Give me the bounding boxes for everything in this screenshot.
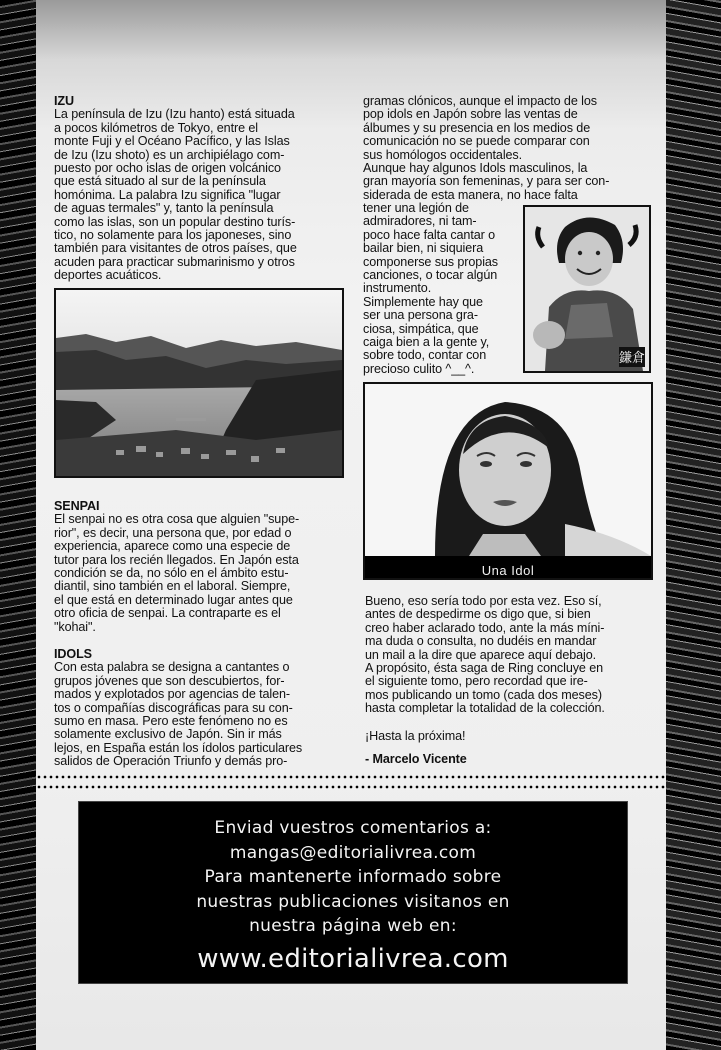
text-line: un mail a la dire que aparece aquí debajo. bbox=[365, 647, 597, 662]
text-line: instrumento. bbox=[363, 281, 432, 296]
text-line: tico, no solamente para los japoneses, sino bbox=[54, 228, 292, 243]
idol-portrait-image bbox=[365, 384, 651, 556]
text-line: creo haber aclarado todo, ante la más míni- bbox=[365, 620, 605, 635]
text-line: experiencia, aparece como una especie de bbox=[54, 539, 291, 554]
dotted-divider-top bbox=[36, 775, 666, 779]
text-line: sus homólogos occidentales. bbox=[363, 147, 523, 162]
promo-info-line: Para mantenerte informado sobre bbox=[204, 867, 502, 887]
text-line: siderada de esta manera, no hace falta bbox=[363, 187, 578, 202]
text-line: el siguiente tomo, pero recordad que ire- bbox=[365, 674, 588, 689]
small-idol-photo bbox=[523, 205, 651, 373]
text-line: hasta completar la totalidad de la colección. bbox=[365, 701, 605, 716]
text-line: gran mayoría son femeninas, y para ser con- bbox=[363, 174, 610, 189]
idols-narrow-text-block bbox=[363, 202, 523, 376]
signature: - Marcelo Vicente bbox=[365, 752, 467, 767]
text-line: La península de Izu (Izu hanto) está situada bbox=[54, 107, 295, 122]
text-line: A propósito, ésta saga de Ring concluye en bbox=[365, 661, 604, 676]
text-line: deportes acuáticos. bbox=[54, 268, 162, 283]
idols-continued bbox=[363, 95, 653, 202]
text-line: antes de despedirme os digo que, si bien bbox=[365, 607, 591, 622]
text-line: poco hace falta cantar o bbox=[363, 227, 496, 242]
text-line: el que está en determinado lugar antes que bbox=[54, 592, 293, 607]
promo-comments-line: Enviad vuestros comentarios a: bbox=[214, 818, 492, 838]
text-line: ser una persona gra- bbox=[363, 308, 478, 323]
text-line: tos o compañías discográficas para su con- bbox=[54, 700, 293, 715]
izu-section bbox=[54, 95, 344, 283]
text-line: como las islas, son un popular destino turís- bbox=[54, 214, 296, 229]
text-line: comunicación no se puede comparar con bbox=[363, 134, 590, 149]
text-line: salidos de Operación Triunfo y demás pro- bbox=[54, 754, 288, 769]
text-line: Bueno, eso sería todo por esta vez. Eso sí, bbox=[365, 594, 602, 608]
text-line: acuden para practicar submarinismo y otros bbox=[54, 254, 295, 269]
text-line: admiradores, ni tam- bbox=[363, 214, 477, 229]
text-line: diantil, sino también en el laboral. Siempre, bbox=[54, 579, 291, 594]
dotted-divider-bottom bbox=[36, 785, 666, 789]
idols-heading: IDOLS bbox=[54, 647, 92, 661]
text-line: lejos, en España están los ídolos particulares bbox=[54, 740, 303, 755]
promo-website-url[interactable]: www.editorialivrea.com bbox=[197, 943, 509, 974]
text-line: precioso culito ^__^. bbox=[363, 361, 475, 376]
text-line: puesto por ocho islas de origen volcánico bbox=[54, 161, 281, 176]
izu-text bbox=[54, 108, 344, 282]
text-line: ma duda o consulta, no dudéis en mandar bbox=[365, 634, 597, 649]
text-line: rior", es decir, una persona que, por edad o bbox=[54, 525, 292, 540]
text-line: grupos jóvenes que son descubiertos, for- bbox=[54, 673, 285, 688]
text-line: tener una legión de bbox=[363, 201, 469, 215]
idol-portrait-photo bbox=[363, 382, 653, 580]
text-line: "kohai". bbox=[54, 619, 96, 634]
text-line: Con esta palabra se designa a cantantes o bbox=[54, 660, 290, 675]
text-line: mados y explotados por agencias de talen- bbox=[54, 687, 291, 702]
text-line: también para visitantes de otros países, que bbox=[54, 241, 297, 256]
senpai-text bbox=[54, 513, 344, 634]
text-line: bailar bien, ni siquiera bbox=[363, 241, 484, 256]
farewell-text: ¡Hasta la próxima! bbox=[365, 728, 466, 743]
promo-email[interactable]: mangas@editorialivrea.com bbox=[229, 842, 477, 863]
text-line: álbumes y su presencia en los medios de bbox=[363, 120, 591, 135]
text-line: pop idols en Japón sobre las ventas de bbox=[363, 107, 578, 122]
torn-left-border bbox=[0, 0, 40, 1050]
photo-tag-text: 鎌倉 bbox=[618, 351, 646, 366]
text-line: Aunque hay algunos Idols masculinos, la bbox=[363, 161, 588, 176]
promo-website-line: nuestra página web en: bbox=[249, 916, 457, 936]
text-line: componerse sus propias bbox=[363, 254, 499, 269]
text-line: monte Fuji y el Océano Pacífico, y las Islas bbox=[54, 134, 290, 149]
text-line: homónima. La palabra Izu significa "lugar bbox=[54, 187, 281, 202]
izu-bay-image bbox=[56, 290, 342, 476]
text-line: Simplemente hay que bbox=[363, 294, 483, 309]
text-line: que está situado al sur de la península bbox=[54, 174, 266, 189]
izu-landscape-photo bbox=[54, 288, 344, 478]
idols-narrow-text bbox=[363, 202, 523, 376]
text-line: condición se da, no sólo en el ámbito estu- bbox=[54, 566, 289, 581]
closing-section bbox=[365, 595, 655, 766]
text-line: de Izu (Izu shoto) es un archipiélago com- bbox=[54, 147, 285, 162]
text-line: sumo en masa. Pero este fenómeno no es bbox=[54, 714, 288, 729]
text-line: otro oficia de senpai. La contraparte es el bbox=[54, 606, 281, 621]
senpai-heading: SENPAI bbox=[54, 499, 100, 513]
text-line: mos publicando un tomo (cada dos meses) bbox=[365, 687, 602, 702]
idols-section bbox=[54, 648, 344, 769]
text-line: tutor para los recién llegados. En Japón esta bbox=[54, 552, 299, 567]
contact-promo-box bbox=[78, 801, 628, 984]
text-line: ciosa, simpática, que bbox=[363, 321, 479, 336]
text-line: El senpai no es otra cosa que alguien "supe- bbox=[54, 512, 300, 527]
text-line: sobre todo, contar con bbox=[363, 348, 487, 363]
idols-text bbox=[54, 661, 344, 768]
text-line: gramas clónicos, aunque el impacto de los bbox=[363, 94, 597, 108]
text-line: a pocos kilómetros de Tokyo, entre el bbox=[54, 120, 258, 135]
text-line: caiga bien a la gente y, bbox=[363, 335, 490, 350]
text-line: canciones, o tocar algún bbox=[363, 268, 498, 283]
torn-right-border bbox=[663, 0, 721, 1050]
promo-publications-line: nuestras publicaciones visitanos en bbox=[196, 891, 510, 912]
senpai-section bbox=[54, 500, 344, 634]
idol-caption: Una Idol bbox=[481, 563, 535, 578]
closing-text bbox=[365, 595, 655, 716]
text-line: de aguas termales" y, tanto la península bbox=[54, 201, 274, 216]
text-line: solamente exclusivo de Japón. Sin ir más bbox=[54, 727, 282, 742]
smiling-girl-image bbox=[525, 207, 649, 371]
izu-heading: IZU bbox=[54, 94, 74, 108]
idols-continued-text bbox=[363, 95, 653, 202]
